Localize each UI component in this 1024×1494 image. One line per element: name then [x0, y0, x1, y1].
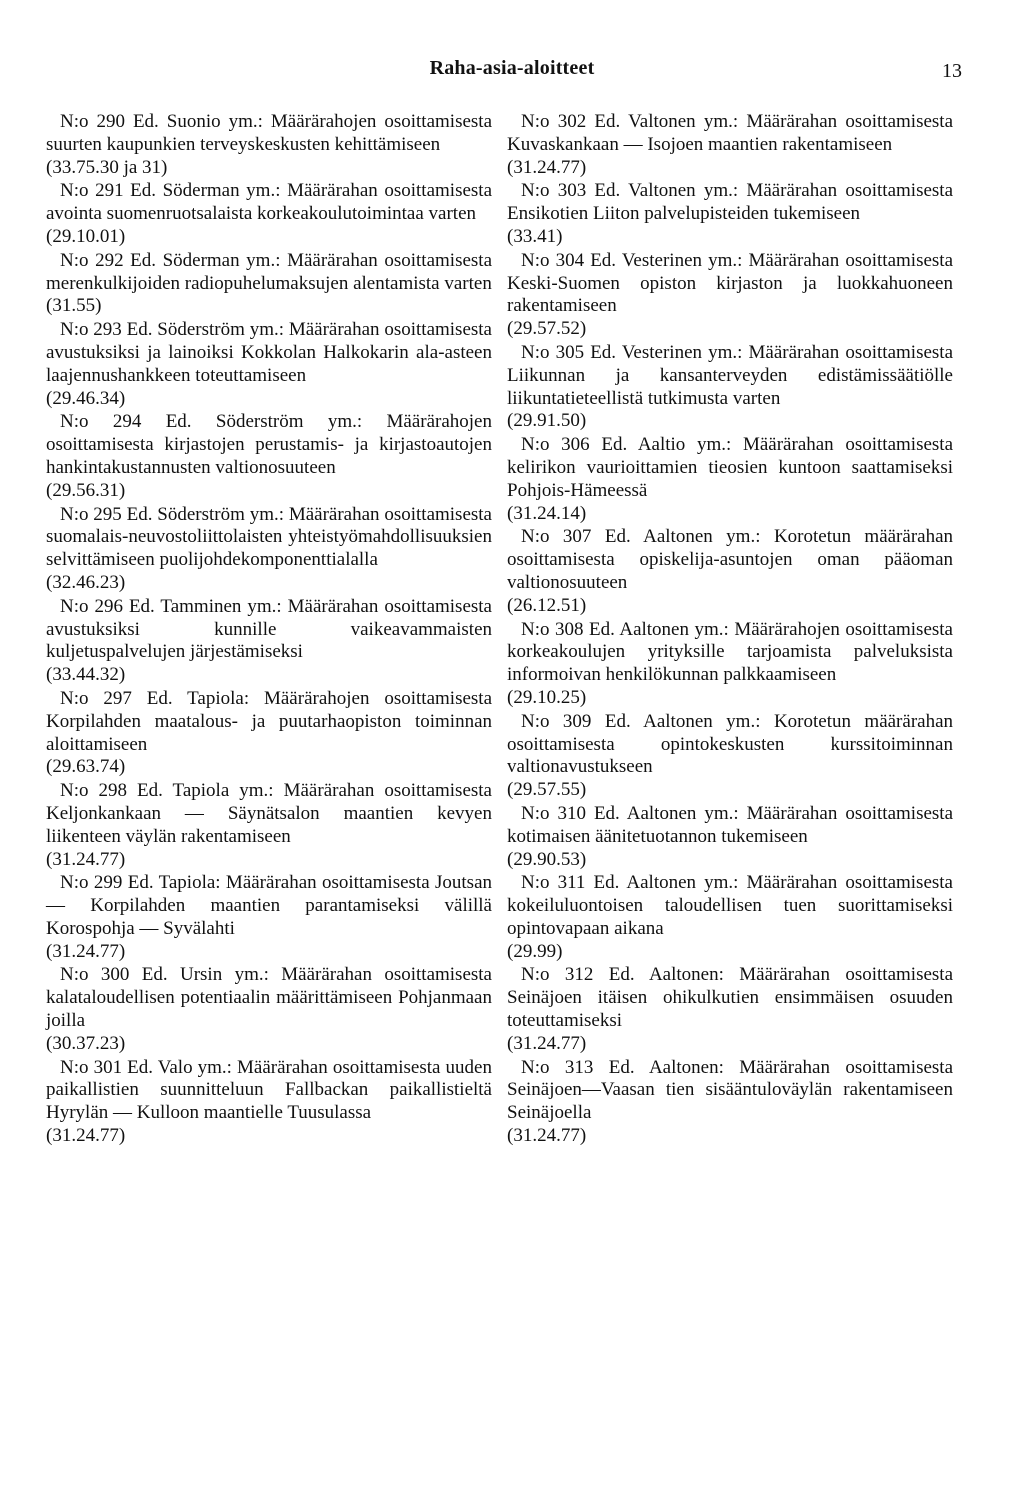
initiative-heading: N:o 293 Ed. Söderström ym.:: [60, 319, 284, 341]
budget-reference: (31.24.77): [46, 848, 126, 870]
initiative-body: [46, 780, 492, 848]
initiative-title: Määrärahan osoittamisesta kokeiluluontoisen taloudellisen tuen suorittamiseksi opintovapaan aikana: [507, 872, 953, 939]
initiative-title: Määrärahan osoittamisesta Seinäjoen itäisen ohikulkutien ensimmäisen osuuden toteuttamiseksi: [507, 964, 954, 1032]
initiative-entry: [46, 250, 492, 318]
budget-reference: (33.75.30 ja 31): [46, 156, 168, 178]
initiative-title: Määrärahan osoittamisesta Keljonkankaan — Säynätsalon maantien kevyen liikenteen väylän rakentamiseen: [46, 780, 492, 847]
initiative-title: Määrärahan osoittamisesta avustuksiksi kunnille vaikeavammaisten kuljetuspalvelujen järjestämiseksi: [46, 595, 492, 663]
initiative-entry: [46, 411, 492, 502]
budget-reference: (33.41): [507, 225, 563, 247]
initiative-title: Määrärahan osoittamisesta Kuvaskankaan — Isojoen maantien rakentamiseen: [507, 111, 954, 155]
budget-reference: (29.63.74): [46, 756, 126, 778]
initiative-entry: [46, 111, 492, 179]
initiative-title: Määrärahan osoittamisesta Joutsan — Korpilahden maantien parantamiseksi välillä Korospohja — Syvälahti: [46, 872, 492, 939]
initiative-entry: [46, 688, 492, 779]
initiative-heading: N:o 297 Ed. Tapiola:: [60, 687, 250, 709]
initiative-heading: N:o 309 Ed. Aaltonen ym.:: [521, 710, 761, 732]
budget-reference: (31.24.77): [46, 1125, 126, 1147]
initiative-title: Määrärahan osoittamisesta avustuksiksi ja lainoiksi Kokkolan Halkokarin ala-asteen laajennushankkeen toteuttamiseen: [46, 319, 492, 386]
initiative-title: Määrärahojen osoittamisesta korkeakoulujen yrityksille tarjoamista palveluksista informoivan henkilökunnan palkkaamiseen: [507, 618, 953, 686]
initiative-title: Määrärahan osoittamisesta kotimaisen äänitetuotannon tukemiseen: [507, 802, 954, 847]
initiative-entry: [46, 319, 492, 410]
initiative-body: [46, 319, 492, 387]
initiative-entry: [507, 803, 953, 871]
initiative-heading: N:o 300 Ed. Ursin ym.:: [60, 964, 269, 986]
initiative-body: [507, 619, 953, 687]
initiative-body: [507, 180, 953, 226]
initiative-title: Määrärahan osoittamisesta Liikunnan ja kansanterveyden edistämissäätiölle liikuntatieteellistä tutkimusta varten: [507, 341, 954, 409]
initiative-heading: N:o 296 Ed. Tamminen ym.:: [60, 595, 282, 617]
initiative-body: [507, 434, 953, 502]
initiative-heading: N:o 303 Ed. Valtonen ym.:: [521, 180, 739, 202]
initiative-heading: N:o 299 Ed. Tapiola:: [60, 872, 221, 894]
initiative-entry: [507, 964, 953, 1055]
initiative-body: [507, 964, 953, 1032]
budget-reference: (29.10.01): [46, 225, 126, 247]
initiative-body: [46, 596, 492, 664]
initiative-body: [46, 504, 492, 572]
initiative-title: Määrärahojen osoittamisesta suurten kaupunkien terveyskeskusten kehittämiseen: [46, 111, 493, 155]
budget-reference: (29.91.50): [507, 410, 587, 432]
budget-reference: (26.12.51): [507, 594, 587, 616]
initiative-heading: N:o 311 Ed. Aaltonen ym.:: [521, 872, 739, 894]
initiative-entry: [507, 250, 953, 341]
initiative-title: Määrärahan osoittamisesta kalataloudellisen potentiaalin määrittämiseen Pohjanmaan joilla: [46, 964, 492, 1032]
initiative-heading: N:o 306 Ed. Aaltio ym.:: [521, 434, 732, 456]
budget-reference: (30.37.23): [46, 1032, 126, 1054]
initiative-entry: [507, 619, 953, 710]
budget-reference: (29.57.55): [507, 779, 587, 801]
initiative-heading: N:o 295 Ed. Söderström ym.:: [60, 503, 284, 525]
initiative-heading: N:o 302 Ed. Valtonen ym.:: [521, 111, 739, 132]
initiative-entry: [507, 711, 953, 802]
initiative-body: [507, 803, 953, 849]
initiative-body: [507, 526, 953, 594]
budget-reference: (32.46.23): [46, 571, 126, 593]
initiative-entry: [46, 504, 492, 595]
initiative-heading: N:o 292 Ed. Söderman ym.:: [60, 249, 281, 271]
initiative-entry: [46, 1057, 492, 1148]
budget-reference: (31.24.77): [46, 940, 126, 962]
initiative-title: Määrärahan osoittamisesta Seinäjoen—Vaasan tien sisääntuloväylän rakentamiseen Seinäjoella: [507, 1056, 954, 1124]
initiative-entry: [507, 526, 953, 617]
initiative-body: [46, 688, 492, 756]
budget-reference: (29.10.25): [507, 686, 587, 708]
initiative-heading: N:o 307 Ed. Aaltonen ym.:: [521, 526, 761, 548]
running-header-title: Raha-asia-aloitteet: [429, 57, 595, 79]
initiative-title: Määrärahan osoittamisesta avointa suomenruotsalaista korkeakoulutoimintaa varten: [46, 180, 493, 225]
initiative-body: [46, 180, 492, 226]
initiative-heading: N:o 312 Ed. Aaltonen:: [521, 964, 724, 986]
initiative-body: [507, 111, 953, 157]
budget-reference: (31.24.77): [507, 156, 587, 178]
initiative-title: Määrärahojen osoittamisesta kirjastojen perustamis- ja kirjastoautojen hankintakustannusten valtionosuuteen: [46, 411, 492, 478]
budget-reference: (31.24.14): [507, 502, 587, 524]
initiative-title: Määrärahan osoittamisesta kelirikon vaurioittamien tieosien kuntoon saattamiseksi Pohjois-Hämeessä: [507, 434, 954, 501]
initiative-entry: [507, 1057, 953, 1148]
initiative-heading: N:o 310 Ed. Aaltonen ym.:: [521, 802, 739, 824]
initiative-title: Korotetun määrärahan osoittamisesta opintokeskusten kurssitoiminnan valtionavustukseen: [507, 710, 954, 778]
budget-reference: (33.44.32): [46, 664, 126, 686]
initiative-body: [46, 1057, 492, 1125]
initiative-body: [507, 250, 953, 318]
initiative-entry: [507, 180, 953, 248]
page-number: 13: [942, 60, 962, 82]
initiative-body: [46, 111, 492, 157]
initiative-body: [507, 872, 953, 940]
initiative-body: [46, 872, 492, 940]
initiative-heading: N:o 308 Ed. Aaltonen ym.:: [521, 618, 729, 640]
initiative-heading: N:o 298 Ed. Tapiola ym.:: [60, 780, 274, 802]
initiative-title: Määrärahan osoittamisesta merenkulkijoiden radiopuhelumaksujen alentamista varten: [46, 249, 493, 294]
initiative-entry: [507, 342, 953, 433]
budget-reference: (29.46.34): [46, 387, 126, 409]
initiative-body: [46, 411, 492, 479]
initiative-heading: N:o 291 Ed. Söderman ym.:: [60, 180, 281, 202]
budget-reference: (31.24.77): [507, 1125, 587, 1147]
initiative-entry: [46, 780, 492, 871]
initiative-title: Korotetun määrärahan osoittamisesta opiskelija-asuntojen oman pääoman valtionosuuteen: [507, 526, 954, 593]
initiative-entry: [507, 872, 953, 963]
initiative-body: [507, 1057, 953, 1125]
initiative-body: [507, 711, 953, 779]
initiative-heading: N:o 290 Ed. Suonio ym.:: [60, 111, 263, 132]
left-column: [46, 111, 492, 1149]
initiative-title: Määrärahan osoittamisesta suomalais-neuvostoliittolaisten yhteistyömahdollisuuksien selvittämiseen puolijohdekomponenttialalla: [46, 503, 492, 571]
budget-reference: (29.90.53): [507, 848, 587, 870]
right-column: [507, 111, 953, 1149]
initiative-title: Määrärahojen osoittamisesta Korpilahden maatalous- ja puutarhaopiston toiminnan aloittamiseen: [46, 687, 493, 755]
initiative-body: [46, 964, 492, 1032]
budget-reference: (29.57.52): [507, 318, 587, 340]
initiative-heading: N:o 294 Ed. Söderström ym.:: [60, 411, 363, 433]
initiative-entry: [46, 180, 492, 248]
budget-reference: (29.99): [507, 940, 563, 962]
initiative-entry: [46, 964, 492, 1055]
initiative-entry: [46, 872, 492, 963]
initiative-body: [46, 250, 492, 296]
initiative-heading: N:o 305 Ed. Vesterinen ym.:: [521, 341, 743, 363]
initiative-body: [507, 342, 953, 410]
initiative-title: Määrärahan osoittamisesta Keski-Suomen opiston kirjaston ja luokkahuoneen rakentamiseen: [507, 249, 954, 317]
budget-reference: (31.24.77): [507, 1032, 587, 1054]
initiative-entry: [507, 111, 953, 179]
initiative-entry: [507, 434, 953, 525]
initiative-heading: N:o 304 Ed. Vesterinen ym.:: [521, 249, 743, 271]
budget-reference: (29.56.31): [46, 479, 126, 501]
initiative-title: Määrärahan osoittamisesta uuden paikallistien suunnitteluun Fallbackan paikallistieltä Hyrylän — Kulloon maantielle Tuusulassa: [46, 1056, 492, 1124]
initiative-title: Määrärahan osoittamisesta Ensikotien Liiton palvelupisteiden tukemiseen: [507, 180, 954, 225]
initiative-heading: N:o 313 Ed. Aaltonen:: [521, 1056, 724, 1078]
initiative-entry: [46, 596, 492, 687]
budget-reference: (31.55): [46, 295, 102, 317]
initiative-heading: N:o 301 Ed. Valo ym.:: [60, 1056, 232, 1078]
